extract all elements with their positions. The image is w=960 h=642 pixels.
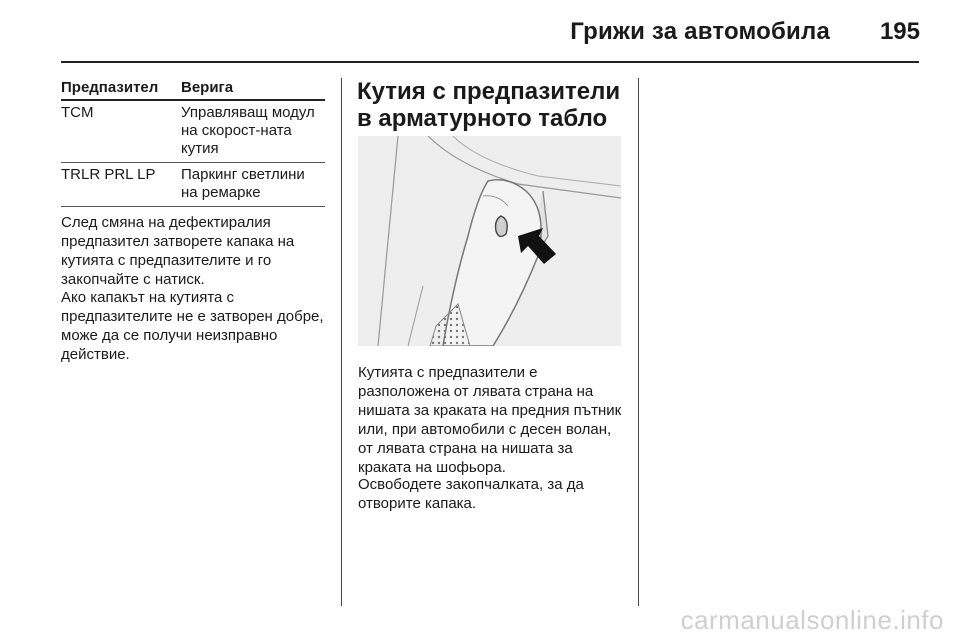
fuse-code: TCM: [61, 104, 94, 121]
header-fuse: Предпазител: [61, 79, 159, 96]
fuse-code: TRLR PRL LP: [61, 166, 156, 183]
fuse-box-illustration: [358, 136, 621, 346]
header-rule: [61, 61, 919, 63]
circuit-name: Паркинг светлини на ремарке: [181, 166, 305, 201]
column-divider-right: [638, 78, 639, 606]
page-title: Грижи за автомобила: [570, 18, 830, 45]
table-row: [61, 163, 325, 207]
header-circuit: Верига: [181, 79, 234, 96]
dashboard-drawing: [358, 136, 621, 346]
column-divider-left: [341, 78, 342, 606]
fuse-table: [61, 79, 325, 207]
table-row: [61, 101, 325, 163]
paragraph-location: Кутията с предпазители е разположена от лявата страна на нишата за краката на предния пътник или, при автомобили с десен волан, от лявата страна на нишата за краката на шофьора.: [358, 364, 622, 476]
paragraph-cover-warning: Ако капакът на кутията с предпазителите не е затворен добре, може да се получи неизправно действие.: [61, 289, 324, 363]
paragraph-replace-fuse: След смяна на дефектиралия предпазител затворете капака на кутията с предпазителите и го закопчайте с натиск.: [61, 214, 295, 288]
circuit-name: Управляващ модул на скорост-ната кутия: [181, 104, 315, 157]
paragraph-open-cover: Освободете закопчалката, за да отворите капака.: [358, 476, 584, 512]
section-title: Кутия с предпазители в арматурното табло: [357, 78, 621, 132]
page-number: 195: [879, 18, 920, 45]
latch-icon: [496, 216, 508, 236]
watermark: carmanualsonline.info: [680, 605, 944, 635]
fuse-table-header: [61, 79, 325, 101]
